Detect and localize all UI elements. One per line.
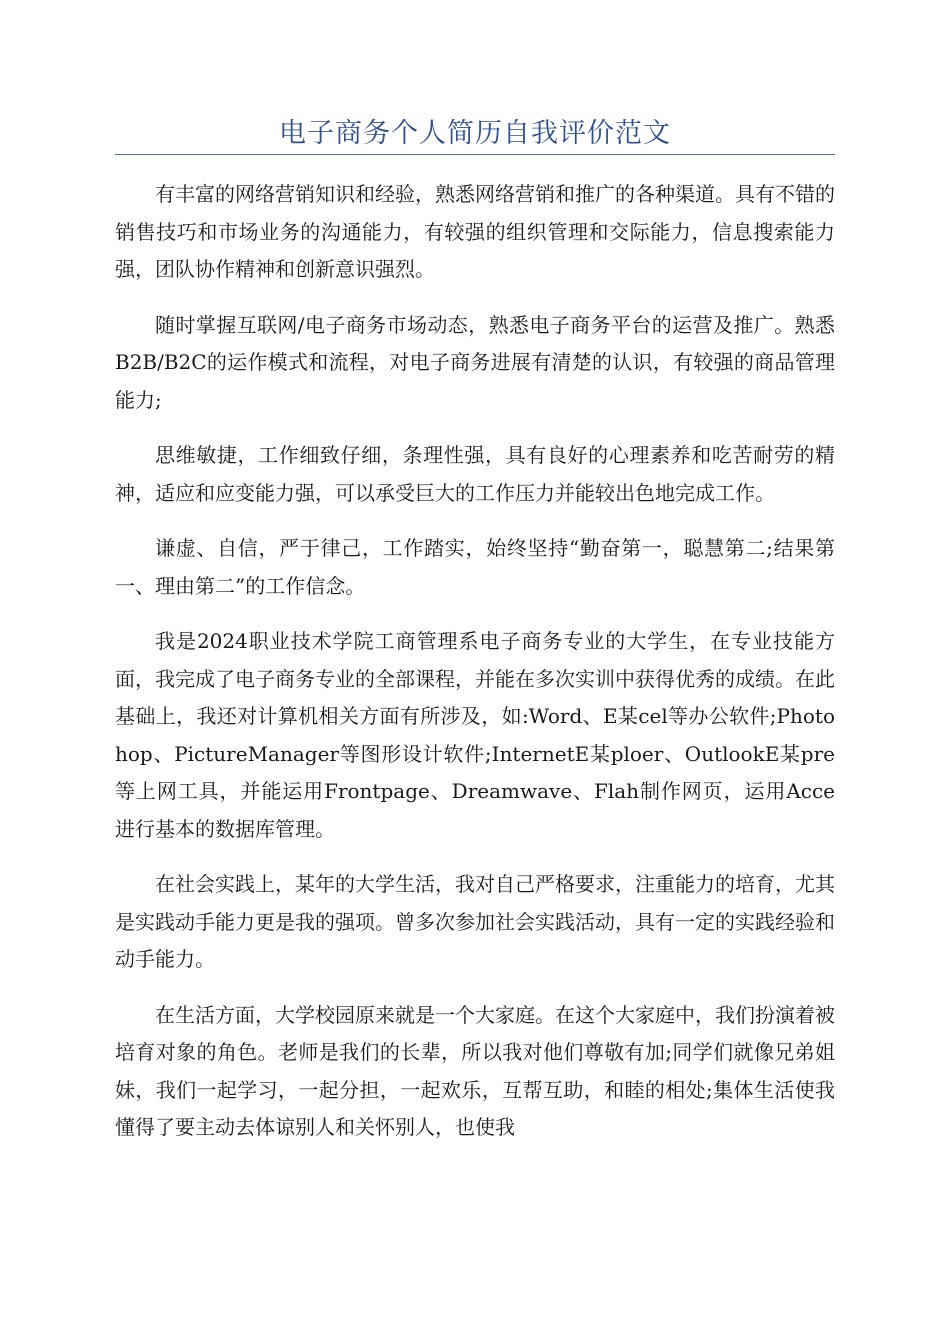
paragraph-5: 我是2024职业技术学院工商管理系电子商务专业的大学生，在专业技能方面，我完成了电子商务专业的全部课程，并能在多次实训中获得优秀的成绩。在此基础上，我还对计算机相关方面有所涉及，如:Word、E某cel等办公软件;Photohop、PictureManager等图形设计软件;InternetE某ploer、OutlookE某pre等上网工具，并能运用Frontpage、Dreamwave、Flah制作网页，运用Acce进行基本的数据库管理。: [115, 629, 835, 841]
title-underline: [115, 154, 835, 155]
paragraph-4: 谦虚、自信，严于律己，工作踏实，始终坚持“勤奋第一，聪慧第二;结果第一、理由第二”的工作信念。: [115, 536, 835, 598]
document-title: 电子商务个人简历自我评价范文: [279, 118, 671, 149]
paragraph-2: 随时掌握互联网/电子商务市场动态，熟悉电子商务平台的运营及推广。熟悉B2B/B2C的运作模式和流程，对电子商务进展有清楚的认识，有较强的商品管理能力;: [115, 312, 835, 412]
paragraph-3: 思维敏捷，工作细致仔细，条理性强，具有良好的心理素养和吃苦耐劳的精神，适应和应变能力强，可以承受巨大的工作压力并能较出色地完成工作。: [115, 443, 835, 505]
paragraph-1: 有丰富的网络营销知识和经验，熟悉网络营销和推广的各种渠道。具有不错的销售技巧和市场业务的沟通能力，有较强的组织管理和交际能力，信息搜索能力强，团队协作精神和创新意识强烈。: [115, 182, 835, 281]
paragraph-6: 在社会实践上，某年的大学生活，我对自己严格要求，注重能力的培育，尤其是实践动手能力更是我的强项。曾多次参加社会实践活动，具有一定的实践经验和动手能力。: [115, 872, 835, 971]
document-body: [115, 176, 835, 1165]
paragraph-7: 在生活方面，大学校园原来就是一个大家庭。在这个大家庭中，我们扮演着被培育对象的角色。老师是我们的长辈，所以我对他们尊敬有加;同学们就像兄弟姐妹，我们一起学习，一起分担，一起欢乐，互帮互助，和睦的相处;集体生活使我懂得了要主动去体谅别人和关怀别人，也使我: [115, 1002, 835, 1139]
